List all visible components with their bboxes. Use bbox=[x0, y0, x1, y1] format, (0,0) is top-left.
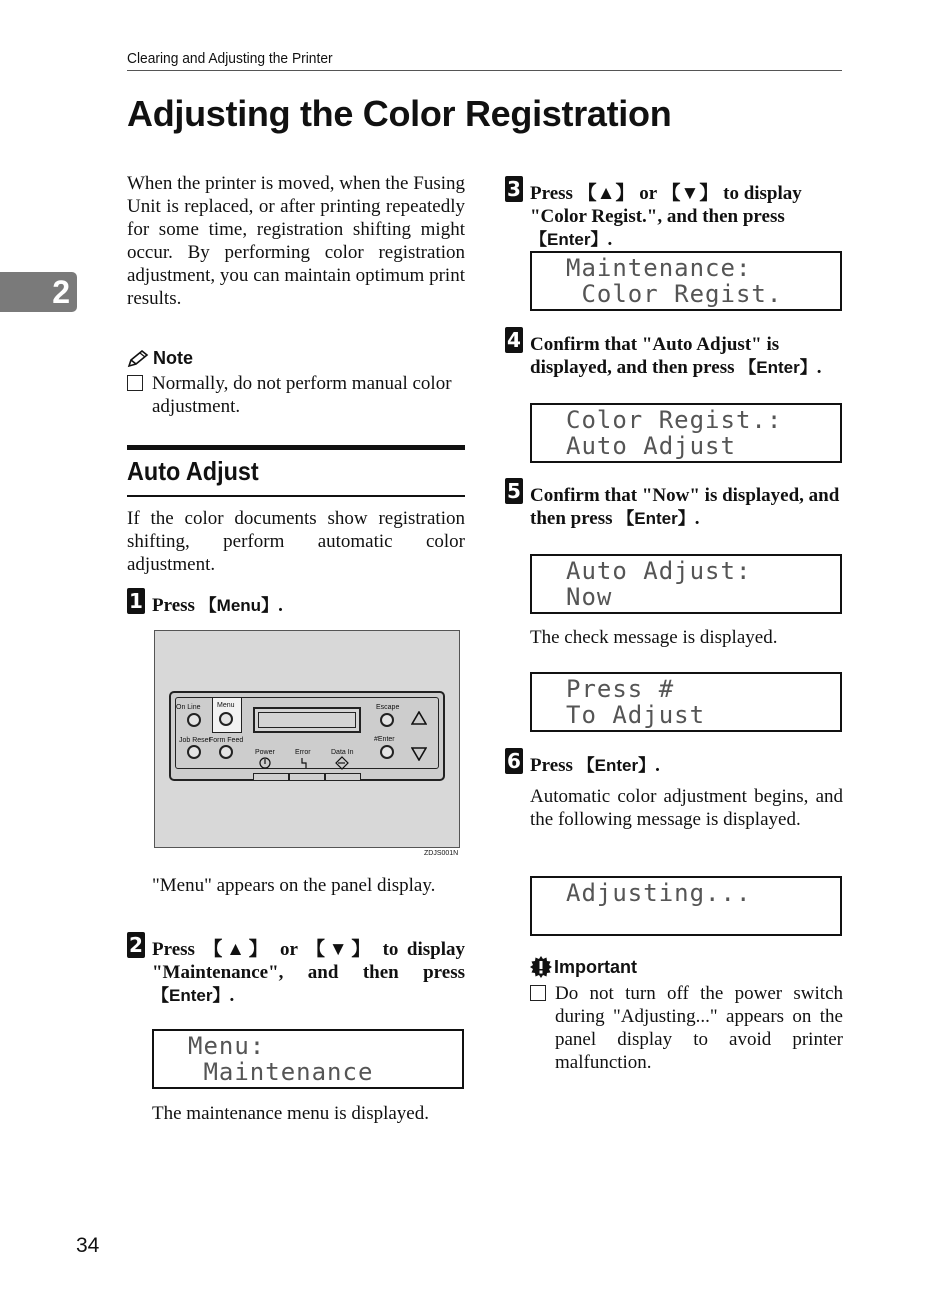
power-icon bbox=[259, 757, 271, 769]
step-1-number: 1 bbox=[127, 588, 145, 614]
step-6-result: Automatic color adjustment begins, and the following message is displayed. bbox=[530, 786, 843, 830]
lcd-line-1: Menu: bbox=[188, 1032, 266, 1060]
tray-center bbox=[289, 773, 325, 781]
intro-paragraph: When the printer is moved, when the Fusing Unit is replaced, or after printing repeatedly for some time, registration shifting might occur. By performing color registration adjustment, you can maintain optimum print results. bbox=[127, 173, 465, 309]
lcd-line-1: Auto Adjust: bbox=[566, 557, 752, 585]
tray-right bbox=[325, 773, 361, 781]
form-feed-label: Form Feed bbox=[209, 737, 244, 744]
enter-key bbox=[739, 358, 816, 377]
step-3-text-body: Press 【▲】 or 【▼】 to display "Color Regist.", and then press bbox=[530, 183, 802, 227]
step-5-text bbox=[530, 484, 843, 531]
lcd-display-color-regist bbox=[530, 251, 842, 311]
control-panel-figure bbox=[154, 630, 460, 848]
lcd-display-press-enter bbox=[530, 672, 842, 732]
job-reset-label: Job Reset bbox=[179, 737, 211, 744]
running-head: Clearing and Adjusting the Printer bbox=[127, 50, 333, 67]
power-label: Power bbox=[255, 749, 275, 756]
figure-code: ZDJS001N bbox=[424, 850, 459, 857]
step-2-text bbox=[152, 938, 465, 1008]
note-text: Normally, do not perform manual color adjustment. bbox=[152, 373, 452, 417]
menu-label: Menu bbox=[217, 702, 235, 709]
step-5-text-after: . bbox=[694, 508, 700, 529]
important-box bbox=[530, 956, 843, 1074]
form-feed-button[interactable] bbox=[219, 745, 233, 759]
menu-key bbox=[200, 596, 278, 615]
step-6-text-before: Press bbox=[530, 755, 578, 776]
step-6-text bbox=[530, 754, 843, 778]
panel-display bbox=[253, 707, 361, 733]
section-rule-top bbox=[127, 445, 465, 450]
header-rule bbox=[127, 70, 842, 71]
lcd-line-2: Maintenance bbox=[188, 1058, 374, 1086]
note-item bbox=[127, 372, 465, 418]
chapter-tab bbox=[0, 272, 77, 312]
step-5-number: 5 bbox=[505, 478, 523, 504]
enter-label: #Enter bbox=[374, 736, 395, 743]
data-in-icon bbox=[335, 756, 349, 770]
step-4-text-after: . bbox=[816, 357, 822, 378]
data-in-label: Data In bbox=[331, 749, 354, 756]
lcd-line-2: Auto Adjust bbox=[566, 432, 736, 460]
note-box bbox=[127, 348, 465, 418]
note-heading bbox=[127, 348, 465, 369]
lcd-line-2: Now bbox=[566, 583, 613, 611]
error-label: Error bbox=[295, 749, 311, 756]
lcd-line-2: To Adjust bbox=[566, 701, 706, 729]
tray-left bbox=[253, 773, 289, 781]
escape-label: Escape bbox=[376, 704, 400, 711]
panel-display-screen bbox=[258, 712, 356, 728]
step-2-text-after: . bbox=[229, 985, 235, 1006]
enter-key bbox=[617, 509, 694, 528]
important-heading bbox=[530, 956, 843, 978]
important-title: Important bbox=[554, 956, 637, 977]
up-arrow-icon[interactable] bbox=[411, 711, 427, 725]
step-4-number: 4 bbox=[505, 327, 523, 353]
enter-key-label: Enter bbox=[547, 230, 591, 249]
step-5-text-body: Confirm that "Now" is displayed, and then press bbox=[530, 485, 840, 529]
enter-key bbox=[578, 756, 655, 775]
online-button[interactable] bbox=[187, 713, 201, 727]
step-1-text bbox=[152, 594, 465, 618]
escape-button[interactable] bbox=[380, 713, 394, 727]
lcd-line-2: Color Regist. bbox=[566, 280, 783, 308]
lcd-line-1: Color Regist.: bbox=[566, 406, 783, 434]
step-6-number: 6 bbox=[505, 748, 523, 774]
note-title: Note bbox=[153, 348, 193, 368]
step-4-text-body: Confirm that "Auto Adjust" is displayed, and then press bbox=[530, 334, 780, 378]
page-number: 34 bbox=[76, 1234, 100, 1257]
enter-key bbox=[152, 986, 229, 1005]
chapter-number: 2 bbox=[52, 274, 70, 310]
section-rule-bottom bbox=[127, 495, 465, 497]
important-item bbox=[530, 982, 843, 1074]
lcd-display-auto-adjust bbox=[530, 403, 842, 463]
step-1-result: "Menu" appears on the panel display. bbox=[152, 875, 436, 896]
page-title: Adjusting the Color Registration bbox=[127, 93, 672, 134]
lcd-display-maintenance bbox=[152, 1029, 464, 1089]
error-icon bbox=[299, 757, 309, 769]
online-label: On Line bbox=[176, 704, 201, 711]
step-5-result: The check message is displayed. bbox=[530, 627, 778, 648]
section-intro: If the color documents show registration shifting, perform automatic color adjustment. bbox=[127, 508, 465, 575]
menu-key-label: Menu bbox=[216, 596, 262, 615]
lcd-display-adjusting bbox=[530, 876, 842, 936]
step-2-number: 2 bbox=[127, 932, 145, 958]
menu-button[interactable] bbox=[219, 712, 233, 726]
important-text: Do not turn off the power switch during "Adjusting..." appears on the panel display to avoid printer malfunction. bbox=[555, 983, 843, 1073]
lcd-display-now bbox=[530, 554, 842, 614]
lcd-line-1: Adjusting... bbox=[566, 879, 752, 907]
enter-key-label: Enter bbox=[169, 986, 213, 1005]
checkbox-icon bbox=[530, 985, 546, 1001]
enter-key bbox=[530, 230, 607, 249]
enter-key-label: Enter bbox=[756, 358, 800, 377]
step-3-number: 3 bbox=[505, 176, 523, 202]
job-reset-button[interactable] bbox=[187, 745, 201, 759]
control-panel bbox=[169, 691, 445, 781]
step-6-text-after: . bbox=[655, 755, 660, 776]
step-1-text-before: Press bbox=[152, 595, 200, 616]
important-icon bbox=[530, 956, 552, 978]
step-2-result: The maintenance menu is displayed. bbox=[152, 1103, 429, 1124]
pencil-icon bbox=[127, 350, 149, 368]
lcd-line-1: Press # bbox=[566, 675, 675, 703]
step-4-text bbox=[530, 333, 843, 380]
step-3-text-after: . bbox=[607, 229, 613, 250]
enter-key-label: Enter bbox=[594, 756, 639, 775]
section-title: Auto Adjust bbox=[127, 456, 259, 486]
step-1-text-after: . bbox=[278, 595, 283, 616]
step-3-text bbox=[530, 182, 843, 252]
enter-button[interactable] bbox=[380, 745, 394, 759]
step-2-text-body: Press 【▲】 or 【▼】 to display "Maintenance", and then press bbox=[152, 939, 465, 983]
checkbox-icon bbox=[127, 375, 143, 391]
enter-key-label: Enter bbox=[634, 509, 678, 528]
menu-highlight bbox=[212, 697, 242, 733]
lcd-line-1: Maintenance: bbox=[566, 254, 752, 282]
down-arrow-icon[interactable] bbox=[411, 747, 427, 761]
